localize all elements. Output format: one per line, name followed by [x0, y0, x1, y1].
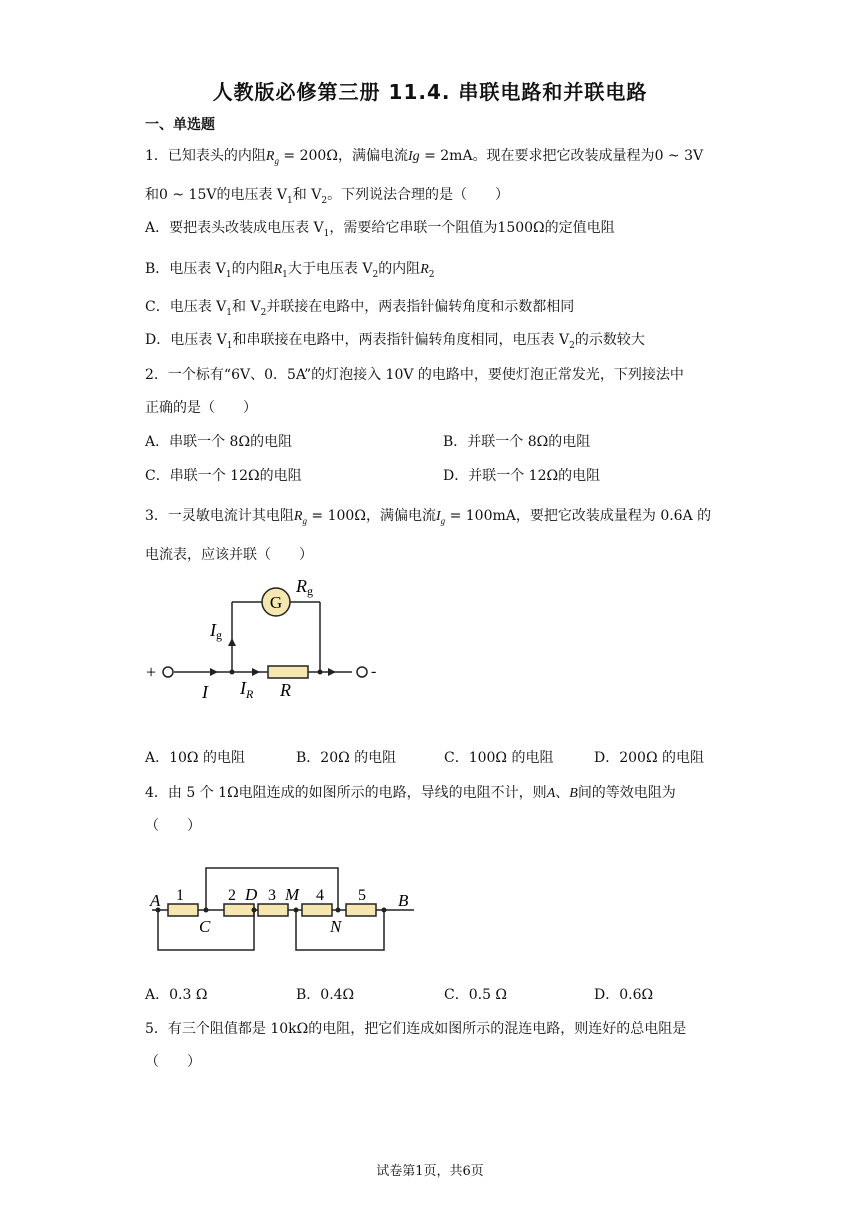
q4-option-a[interactable]: A．0.3 Ω: [145, 987, 208, 1003]
ig-label: Ig: [210, 620, 222, 642]
resistor-4-label: 4: [316, 887, 324, 904]
q5-stem-line1: 5．有三个阻值都是 10kΩ的电阻，把它们连成如图所示的混连电路，则连好的总电阻是: [145, 1021, 687, 1037]
resistor-5-label: 5: [358, 887, 366, 904]
q1-stem-line1: 1．已知表头的内阻$R_g = 200\Omega$，满偏电流Ig = 2mA。现在要求把它改装成量程为0 ~ 3V: [145, 148, 704, 166]
q3-stem-line1: 3．一灵敏电流计其电阻$R_g = 100\Omega$，满偏电流$I_g = 100mA$，要把它改装成量程为 0.6A 的: [145, 508, 712, 526]
q1-option-b[interactable]: B．电压表 $V_1$的内阻$R_1$大于电压表 $V_2$的内阻$R_2$: [145, 261, 435, 280]
q2-option-d[interactable]: D．并联一个 12Ω的电阻: [443, 468, 601, 484]
q4-option-d[interactable]: D．0.6Ω: [594, 987, 654, 1003]
rg-label: Rg: [296, 576, 313, 598]
q3-circuit-figure: [140, 572, 400, 704]
plus-terminal: +: [146, 662, 157, 682]
node-d-label: D: [245, 885, 258, 904]
q2-stem-line2: 正确的是（ ）: [145, 400, 257, 416]
q3-stem-line2: 电流表，应该并联（ ）: [145, 547, 313, 563]
arrow-icon: [252, 668, 260, 676]
q2-option-c[interactable]: C．串联一个 12Ω的电阻: [145, 468, 302, 484]
q4-option-b[interactable]: B．0.4Ω: [296, 987, 355, 1003]
q3-option-b[interactable]: B．20Ω 的电阻: [296, 750, 397, 766]
q5-stem-line2: （ ）: [145, 1054, 201, 1070]
galvanometer-label: G: [269, 593, 283, 612]
q4-option-c[interactable]: C．0.5 Ω: [444, 987, 508, 1003]
q4-circuit-figure: [140, 860, 430, 960]
arrow-icon: [210, 668, 218, 676]
node-a-label: A: [150, 891, 161, 910]
q1-option-a[interactable]: A．要把表头改装成电压表 $V_1$，需要给它串联一个阻值为1500Ω的定值电阻: [145, 220, 615, 239]
q1-option-c[interactable]: C．电压表 $V_1$和 $V_2$并联接在电路中，两表指针偏转角度和示数都相同: [145, 299, 575, 318]
i-label: I: [202, 682, 208, 702]
r-label: R: [280, 680, 291, 700]
node-m-label: M: [285, 885, 300, 904]
q3-option-d[interactable]: D．200Ω 的电阻: [594, 750, 705, 766]
resistor-2-label: 2: [228, 887, 236, 904]
q1-stem-line2: 和0 ~ 15V的电压表 $V_1$和 $V_2$。下列说法合理的是（ ）: [145, 187, 510, 206]
page-footer: 试卷第1页，共6页: [376, 1164, 484, 1179]
ir-label: $I_R$: [240, 678, 254, 701]
q2-option-a[interactable]: A．串联一个 8Ω的电阻: [145, 434, 293, 450]
node-c-label: C: [199, 917, 211, 936]
arrow-icon: [328, 668, 336, 676]
q2-option-b[interactable]: B．并联一个 8Ω的电阻: [443, 434, 591, 450]
resistor-1-label: 1: [176, 887, 184, 904]
node-n-label: N: [330, 917, 342, 936]
q4-stem-line1: 4．由 5 个 1Ω电阻连成的如图所示的电路，导线的电阻不计，则A、B间的等效电阻为: [145, 785, 676, 801]
q3-option-a[interactable]: A．10Ω 的电阻: [145, 750, 245, 766]
arrow-icon: [228, 638, 236, 646]
q2-stem-line1: 2．一个标有“6V、0．5A”的灯泡接入 10V 的电路中，要使灯泡正常发光，下列接法中: [145, 367, 684, 383]
minus-terminal: -: [371, 663, 377, 680]
node-b-label: B: [398, 891, 409, 910]
q3-option-c[interactable]: C．100Ω 的电阻: [444, 750, 554, 766]
q4-stem-line2: （ ）: [145, 818, 201, 834]
resistor-3-label: 3: [268, 887, 276, 904]
page-title: 人教版必修第三册 11.4. 串联电路和并联电路: [212, 80, 648, 104]
section-heading: 一、单选题: [145, 117, 215, 133]
q1-option-d[interactable]: D．电压表 $V_1$和串联接在电路中，两表指针偏转角度相同，电压表 $V_2$的示数较大: [145, 332, 645, 351]
